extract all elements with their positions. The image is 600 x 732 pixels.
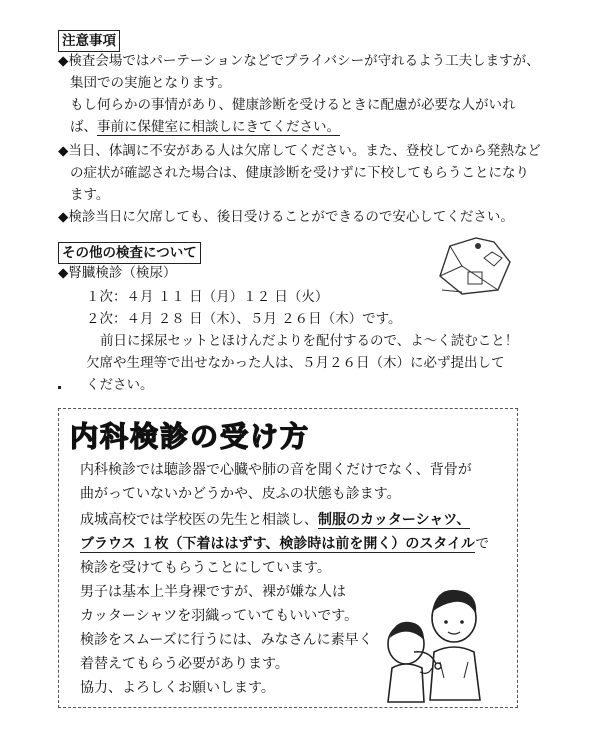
internal-line1: 内科検診では聴診器で心臓や肺の音を聞くだけでなく、背骨が	[80, 462, 472, 478]
notes-p1-line2: 集団での実施となります。	[70, 75, 231, 91]
kidney-note1: 前日に採尿セットとほけんだよりを配付するので、よ～く読むこと！	[100, 333, 519, 349]
page-mark	[58, 386, 61, 389]
notes-p1-line1: ◆検査会場ではパーテーションなどでプライバシーが守れるよう工夫しますが、	[58, 53, 540, 69]
internal-line6: 男子は基本上半身裸ですが、裸が嫌な人は	[80, 584, 346, 600]
notes-p2-line1: ◆当日、体調に不安がある人は欠席してください。また、登校してから発熱など	[58, 143, 541, 159]
kidney-note3: ください。	[86, 377, 154, 393]
internal-line9: 着替えてもらう必要があります。	[80, 656, 289, 672]
internal-line7: カッターシャツを羽織っていてもいいです。	[80, 608, 359, 624]
notes-p3-line1: ◆検診当日に欠席しても、後日受けることができるので安心してください。	[58, 209, 514, 225]
kidney-title: ◆腎臓検診（検尿）	[58, 265, 177, 281]
internal-line8: 検診をスムーズに行うには、みなさんに素早く	[80, 632, 373, 648]
internal-line4-suffix: で	[475, 536, 490, 552]
kidney-first: １次：４月 １１ 日（月）１２ 日（火）	[86, 289, 329, 305]
notes-p1-line4	[70, 116, 340, 138]
notes-heading: 注意事項	[58, 30, 120, 52]
uniform-shirt-bold: 制服のカッターシャツ、	[318, 512, 471, 528]
blouse-style-bold: ブラウス １枚（下着ははずす、検診時は前を開く）のスタイル	[80, 536, 476, 552]
kidney-second: ２次：４月 ２８ 日（木）、５月 ２６日（木）です。	[86, 311, 402, 327]
doctor-stethoscope-illustration	[384, 582, 504, 704]
kidney-note2: 欠席や生理等で出せなかった人は、５月２６日（木）に必ず提出して	[86, 355, 505, 371]
internal-line3-prefix: 成城高校では学校医の先生と相談し、	[80, 512, 318, 528]
notes-p2-line2: の症状が確認された場合は、健康診断を受けずに下校してもらうことになり	[70, 165, 529, 181]
internal-line3	[80, 508, 470, 532]
internal-line5: 検診を受けてもらうことにしています。	[80, 560, 331, 576]
urine-kit-illustration	[432, 232, 516, 300]
internal-line10: 協力、よろしくお願いします。	[80, 680, 275, 696]
other-heading: その他の検査について	[58, 242, 201, 264]
internal-exam-title: 内科検診の受け方	[70, 420, 311, 453]
notes-p1-line4-prefix: ば、	[70, 119, 97, 135]
notes-p1-line3: もし何らかの事情があり、健康診断を受けるときに配慮が必要な人がいれ	[70, 97, 516, 113]
internal-line2: 曲がっていないかどうかや、皮ふの状態も診ます。	[80, 486, 401, 502]
notes-p2-line3: ます。	[70, 187, 110, 203]
internal-line4	[80, 532, 489, 556]
consult-nurse-underlined: 事前に保健室に相談しにきてください。	[97, 119, 340, 135]
